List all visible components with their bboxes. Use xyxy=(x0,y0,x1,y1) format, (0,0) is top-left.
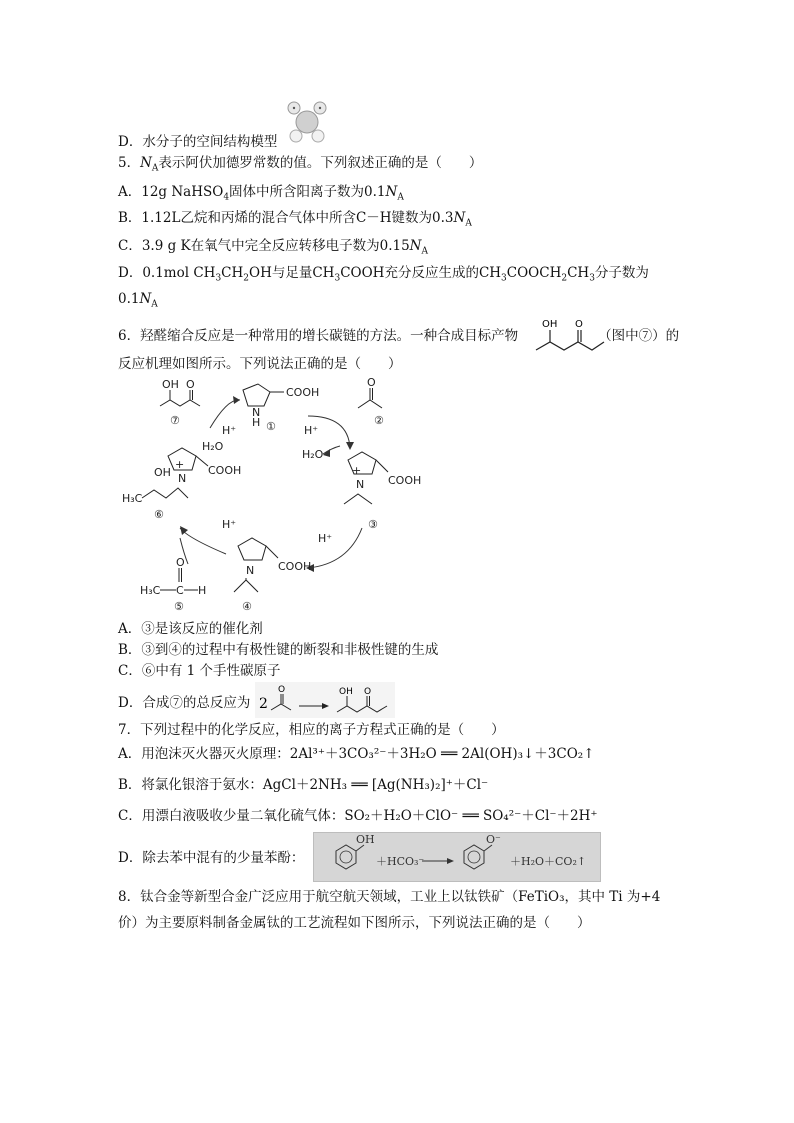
svg-text:O: O xyxy=(364,687,372,697)
svg-text:O: O xyxy=(575,319,583,330)
q7-option-b: B．将氯化银溶于氨水：AgCl＋2NH₃ ══ [Ag(NH₃)₂]⁺＋Cl⁻ xyxy=(118,777,489,793)
svg-text:COOH: COOH xyxy=(388,474,422,487)
q6-option-a: A．③是该反应的催化剂 xyxy=(118,621,263,637)
svg-text:N: N xyxy=(356,478,365,491)
q7-option-d: D．除去苯中混有的少量苯酚： xyxy=(118,850,305,866)
svg-text:H: H xyxy=(198,584,207,597)
q5-option-d-cont: $0.1N_A$ xyxy=(118,291,158,310)
q5-stem: 5．$N_A$表示阿伏加德罗常数的值。下列叙述正确的是（ ） xyxy=(118,155,483,174)
q8-line-2: 价）为主要原料制备金属钛的工艺流程如下图所示，下列说法正确的是（ ） xyxy=(118,915,591,931)
svg-text:O: O xyxy=(367,378,376,389)
svg-text:H: H xyxy=(252,416,261,429)
svg-text:O⁻: O⁻ xyxy=(486,833,501,846)
aldol-mechanism-diagram xyxy=(118,378,448,618)
q4-option-d: D．水分子的空间结构模型 xyxy=(118,134,278,150)
svg-text:COOH: COOH xyxy=(208,464,242,477)
svg-text:①: ① xyxy=(266,420,276,433)
q7-option-a: A．用泡沫灭火器灭火原理：2Al³⁺＋3CO₃²⁻＋3H₂O ══ 2Al(OH)₃↓＋3CO₂↑ xyxy=(118,746,595,762)
q6-stem-1: 6．羟醛缩合反应是一种常用的增长碳链的方法。一种合成目标产物 （图中⑦）的 xyxy=(118,328,680,344)
svg-text:+: + xyxy=(352,464,362,477)
water-molecule-model-icon xyxy=(284,98,330,144)
q5-option-a: A．12g NaHSO$_4$固体中所含阳离子数为$0.1N_A$ xyxy=(118,184,404,203)
svg-text:OH: OH xyxy=(154,466,171,479)
svg-text:OH: OH xyxy=(356,833,375,846)
svg-text:⑦: ⑦ xyxy=(170,414,180,427)
q6-stem-2: 反应机理如图所示。下列说法正确的是（ ） xyxy=(118,356,402,372)
svg-text:OH: OH xyxy=(162,378,179,391)
svg-text:OH: OH xyxy=(339,687,353,697)
svg-text:2: 2 xyxy=(259,696,268,712)
svg-text:＋HCO₃⁻: ＋HCO₃⁻ xyxy=(376,855,425,868)
svg-text:H⁺: H⁺ xyxy=(318,532,333,545)
q5-option-d: D．0.1mol $CH_3CH_2OH$与足量$CH_3COOH$充分反应生成的$CH_3COOCH_2CH_3$分子数为 xyxy=(118,265,649,284)
q7-stem: 7．下列过程中的化学反应，相应的离子方程式正确的是（ ） xyxy=(118,722,505,738)
q6-option-d: D．合成⑦的总反应为 xyxy=(118,695,251,711)
svg-text:O: O xyxy=(278,685,286,695)
svg-text:H⁺: H⁺ xyxy=(304,424,319,437)
q8-line-1: 8．钛合金等新型合金广泛应用于航空航天领域，工业上以钛铁矿（FeTiO₃，其中 Ti 为+4 xyxy=(118,889,661,905)
phenol-equation-image xyxy=(313,832,601,882)
svg-text:H₃C: H₃C xyxy=(122,492,143,505)
svg-text:H⁺: H⁺ xyxy=(222,424,237,437)
svg-text:COOH: COOH xyxy=(286,386,320,399)
svg-text:⑤: ⑤ xyxy=(174,600,184,613)
svg-text:H⁺: H⁺ xyxy=(222,518,237,531)
svg-text:O: O xyxy=(186,378,195,391)
svg-text:⑥: ⑥ xyxy=(154,508,164,521)
svg-text:COOH: COOH xyxy=(278,560,312,573)
svg-text:O: O xyxy=(176,556,185,569)
svg-text:+: + xyxy=(175,458,185,471)
svg-text:H₂O: H₂O xyxy=(302,448,324,461)
total-reaction-structure-icon xyxy=(255,682,395,718)
svg-text:N: N xyxy=(178,472,187,485)
q7-option-c: C．用漂白液吸收少量二氧化硫气体：SO₂＋H₂O＋ClO⁻ ══ SO₄²⁻＋Cl⁻＋2H⁺ xyxy=(118,808,598,824)
svg-text:③: ③ xyxy=(368,518,378,531)
svg-text:②: ② xyxy=(374,414,384,427)
svg-text:OH: OH xyxy=(542,319,558,330)
q6-option-c: C．⑥中有 1 个手性碳原子 xyxy=(118,663,281,679)
q5-option-c: C．3.9 g K在氧气中完全反应转移电子数为$0.15N_A$ xyxy=(118,238,428,257)
q5-option-b: B．1.12L乙烷和丙烯的混合气体中所含C－H键数为$0.3N_A$ xyxy=(118,210,472,229)
svg-text:N: N xyxy=(246,564,255,577)
q6-option-b: B．③到④的过程中有极性键的断裂和非极性键的生成 xyxy=(118,642,439,658)
svg-text:C: C xyxy=(176,584,184,597)
svg-text:＋H₂O＋CO₂↑: ＋H₂O＋CO₂↑ xyxy=(510,855,587,868)
svg-text:H₃C: H₃C xyxy=(140,584,161,597)
svg-text:N: N xyxy=(252,406,261,419)
svg-text:H₂O: H₂O xyxy=(202,440,224,453)
svg-text:④: ④ xyxy=(242,600,252,613)
target-product-structure-icon xyxy=(532,316,608,356)
